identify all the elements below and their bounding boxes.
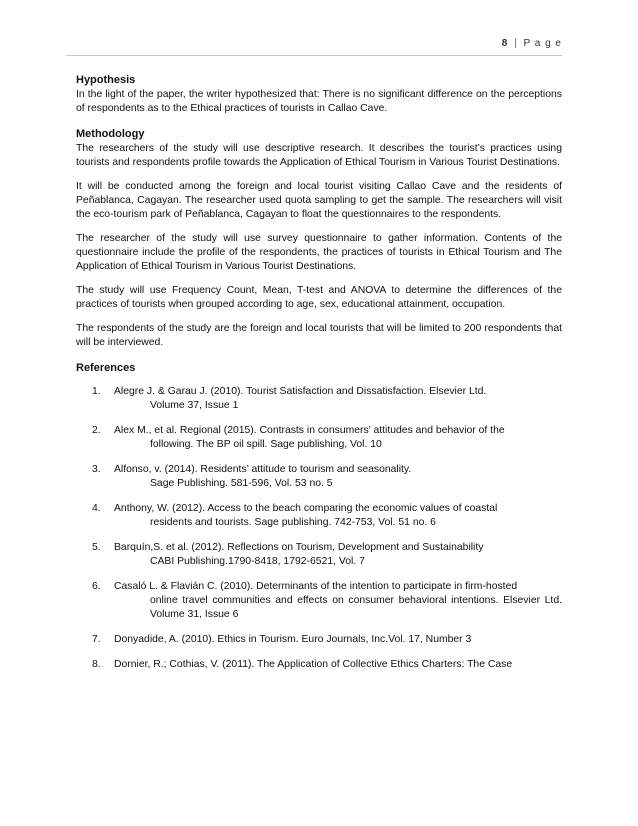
hypothesis-text: In the light of the paper, the writer hypothesized that: There is no significant difference on the perceptions of respondents as to the Ethical practices of tourists in Callao Cave.	[76, 89, 562, 114]
reference-text: Donyadide, A. (2010). Ethics in Tourism. Euro Journals, Inc.Vol. 17, Number 3	[114, 634, 472, 645]
reference-item	[76, 424, 562, 452]
reference-item	[76, 658, 562, 672]
reference-number: 8.	[92, 659, 101, 670]
reference-continuation: online travel communities and effects on consumer behavioral intentions. Elsevier Ltd. Volume 31, Issue 6	[150, 595, 562, 620]
reference-continuation: Sage Publishing. 581-596, Vol. 53 no. 5	[150, 478, 333, 489]
reference-number: 2.	[92, 425, 101, 436]
reference-text: Alegre J. & Garau J. (2010). Tourist Satisfaction and Dissatisfaction. Elsevier Ltd.	[114, 386, 487, 397]
reference-continuation: following. The BP oil spill. Sage publishing, Vol. 10	[150, 439, 382, 450]
header-separator: |	[514, 38, 518, 49]
references-list	[76, 385, 562, 672]
reference-item	[76, 633, 562, 647]
reference-text: Anthony, W. (2012). Access to the beach comparing the economic values of coastal	[114, 503, 498, 514]
header-divider	[66, 55, 562, 56]
page-number: 8	[501, 38, 509, 49]
reference-text: Alfonso, v. (2014). Residents’ attitude to tourism and seasonality.	[114, 464, 412, 475]
reference-number: 6.	[92, 581, 101, 592]
methodology-paragraph: The researchers of the study will use descriptive research. It describes the tourist’s practices using tourists and respondents profile towards the Application of Ethical Tourism in Various Tourist Destinations.	[76, 143, 562, 168]
methodology-paragraph: The study will use Frequency Count, Mean, T-test and ANOVA to determine the differences of the practices of tourists when grouped according to age, sex, educational attainment, occupation.	[76, 285, 562, 310]
page-label: P a g e	[523, 38, 562, 49]
reference-text: Alex M., et al. Regional (2015). Contrasts in consumers’ attitudes and behavior of the	[114, 425, 505, 436]
reference-number: 4.	[92, 503, 101, 514]
reference-text: Barquín,S. et al. (2012). Reflections on Tourism, Development and Sustainability	[114, 542, 484, 553]
page-header	[502, 38, 562, 49]
reference-number: 7.	[92, 634, 101, 645]
methodology-paragraph: The researcher of the study will use survey questionnaire to gather information. Contents of the questionnaire include the profile of the respondents, the practices of tourists in Ethical Tourism and The Application of Ethical Tourism in Various Tourist Destinations.	[76, 233, 562, 272]
reference-item	[76, 580, 562, 622]
methodology-paragraph: The respondents of the study are the foreign and local tourists that will be limited to 200 respondents that will be interviewed.	[76, 323, 562, 348]
reference-continuation: residents and tourists. Sage publishing. 742-753, Vol. 51 no. 6	[150, 517, 436, 528]
methodology-paragraph: It will be conducted among the foreign and local tourist visiting Callao Cave and the residents of Peñablanca, Cagayan. The researcher used quota sampling to get the sample. The researchers will visit the eco-tourism park of Peñablanca, Cagayan to float the questionnaires to the respondents.	[76, 181, 562, 220]
reference-item	[76, 541, 562, 569]
reference-text: Casaló L. & Flavián C. (2010). Determinants of the intention to participate in firm-hosted	[114, 581, 518, 592]
reference-item	[76, 502, 562, 530]
reference-number: 1.	[92, 386, 101, 397]
reference-number: 3.	[92, 464, 101, 475]
reference-continuation: CABI Publishing.1790-8418, 1792-6521, Vol. 7	[150, 556, 365, 567]
document-body	[76, 73, 562, 683]
hypothesis-heading: Hypothesis	[76, 74, 136, 86]
reference-number: 5.	[92, 542, 101, 553]
methodology-heading: Methodology	[76, 128, 145, 140]
reference-text: Dornier, R.; Cothias, V. (2011). The Application of Collective Ethics Charters: The Case	[114, 659, 513, 670]
reference-item	[76, 463, 562, 491]
references-heading: References	[76, 362, 136, 374]
reference-item	[76, 385, 562, 413]
reference-continuation: Volume 37, Issue 1	[150, 400, 239, 411]
